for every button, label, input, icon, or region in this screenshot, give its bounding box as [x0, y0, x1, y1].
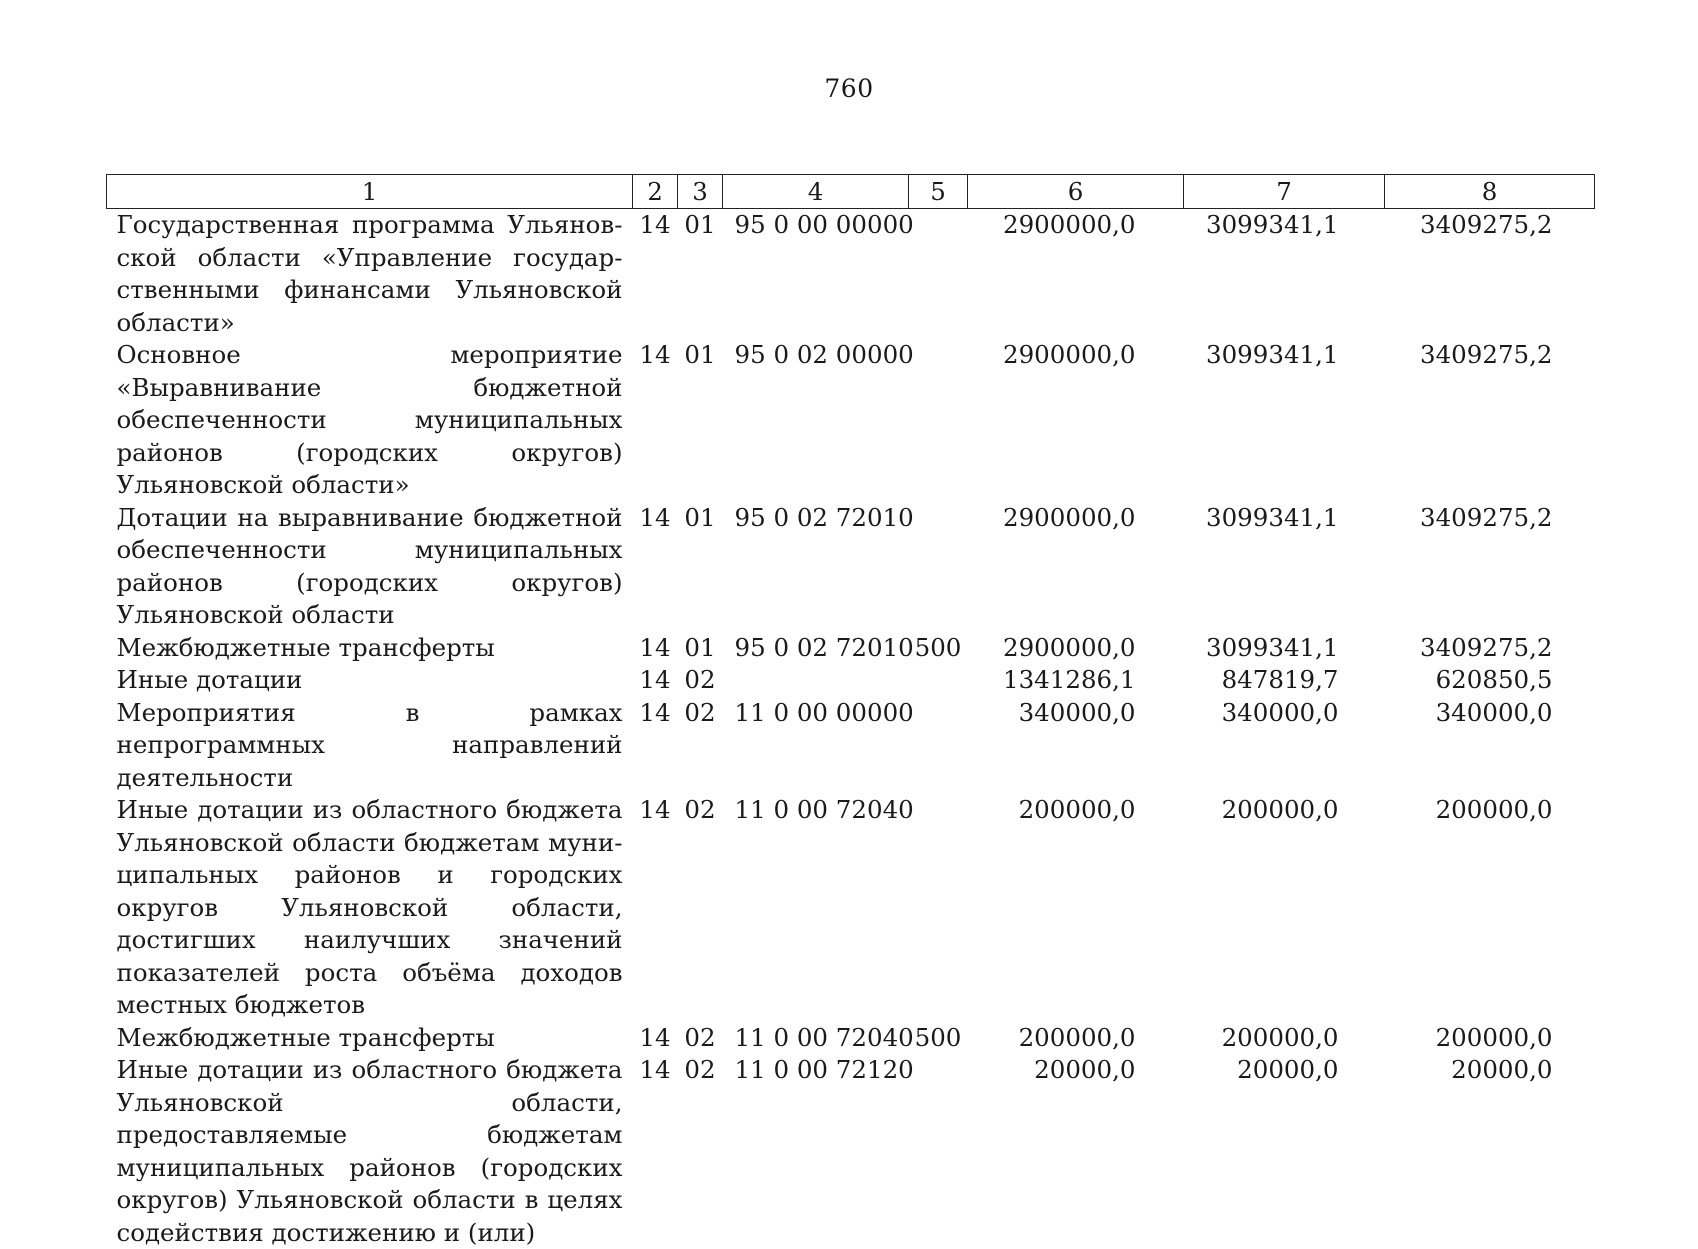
row-subsection-cell: 02	[678, 1054, 723, 1249]
row-value-col6-cell: 20000,0	[968, 1054, 1184, 1249]
row-subsection-cell: 01	[678, 339, 723, 502]
row-value-col7-cell: 3099341,1	[1184, 502, 1385, 632]
table-row	[107, 209, 1595, 340]
header-cell: 4	[723, 175, 909, 209]
row-expense-type-cell	[909, 209, 968, 340]
row-value-col8-cell: 620850,5	[1385, 664, 1595, 697]
row-target-code-cell: 95 0 02 00000	[723, 339, 909, 502]
header-cell: 3	[678, 175, 723, 209]
row-section-cell: 14	[633, 209, 678, 340]
budget-table-container	[106, 174, 1594, 1249]
row-subsection-cell: 02	[678, 794, 723, 1022]
row-section-cell: 14	[633, 1054, 678, 1249]
row-expense-type-cell	[909, 502, 968, 632]
row-value-col7-cell: 200000,0	[1184, 1022, 1385, 1055]
header-cell: 8	[1385, 175, 1595, 209]
row-subsection-cell: 02	[678, 664, 723, 697]
row-section-cell: 14	[633, 697, 678, 795]
row-name-cell: Межбюджетные трансферты	[107, 632, 633, 665]
page-number: 760	[0, 74, 1698, 103]
row-value-col7-cell: 340000,0	[1184, 697, 1385, 795]
row-name-cell: Дотации на выравнивание бюджетной обеспеченности муниципальных районов (городских округов) Ульяновской области	[107, 502, 633, 632]
table-row	[107, 664, 1595, 697]
header-cell: 6	[968, 175, 1184, 209]
row-name-cell: Государственная программа Ульяновской области «Управление государственными финансами Ульяновской области»	[107, 209, 633, 340]
table-row	[107, 502, 1595, 632]
row-expense-type-cell	[909, 794, 968, 1022]
row-value-col8-cell: 200000,0	[1385, 794, 1595, 1022]
row-section-cell: 14	[633, 794, 678, 1022]
header-cell: 7	[1184, 175, 1385, 209]
row-value-col8-cell: 3409275,2	[1385, 209, 1595, 340]
row-value-col6-cell: 200000,0	[968, 1022, 1184, 1055]
row-name-cell: Иные дотации из областного бюджета Ульяновской области, предоставляемые бюджетам муниципальных районов (городских округов) Ульяновской области в целях содействия достижению и (или)	[107, 1054, 633, 1249]
row-expense-type-cell: 500	[909, 632, 968, 665]
row-value-col6-cell: 2900000,0	[968, 632, 1184, 665]
row-subsection-cell: 02	[678, 697, 723, 795]
row-expense-type-cell	[909, 664, 968, 697]
row-target-code-cell: 11 0 00 72120	[723, 1054, 909, 1249]
row-value-col7-cell: 3099341,1	[1184, 209, 1385, 340]
row-name-cell: Иные дотации	[107, 664, 633, 697]
row-target-code-cell: 11 0 00 72040	[723, 794, 909, 1022]
row-target-code-cell: 11 0 00 72040	[723, 1022, 909, 1055]
row-value-col7-cell: 20000,0	[1184, 1054, 1385, 1249]
row-value-col8-cell: 3409275,2	[1385, 339, 1595, 502]
row-subsection-cell: 01	[678, 209, 723, 340]
row-target-code-cell: 11 0 00 00000	[723, 697, 909, 795]
row-value-col7-cell: 3099341,1	[1184, 632, 1385, 665]
table-row	[107, 794, 1595, 1022]
row-name-cell: Межбюджетные трансферты	[107, 1022, 633, 1055]
row-value-col7-cell: 200000,0	[1184, 794, 1385, 1022]
row-subsection-cell: 01	[678, 632, 723, 665]
row-target-code-cell: 95 0 02 72010	[723, 632, 909, 665]
row-expense-type-cell	[909, 1054, 968, 1249]
row-value-col8-cell: 3409275,2	[1385, 632, 1595, 665]
row-section-cell: 14	[633, 1022, 678, 1055]
table-body	[107, 209, 1595, 1249]
row-name-cell: Мероприятия в рамках непрограммных направлений деятельности	[107, 697, 633, 795]
row-value-col7-cell: 3099341,1	[1184, 339, 1385, 502]
table-row	[107, 1054, 1595, 1249]
header-cell: 5	[909, 175, 968, 209]
row-subsection-cell: 01	[678, 502, 723, 632]
budget-table	[106, 174, 1595, 1249]
table-row	[107, 1022, 1595, 1055]
row-value-col8-cell: 20000,0	[1385, 1054, 1595, 1249]
header-row	[107, 175, 1595, 209]
row-subsection-cell: 02	[678, 1022, 723, 1055]
row-value-col6-cell: 200000,0	[968, 794, 1184, 1022]
row-section-cell: 14	[633, 632, 678, 665]
row-value-col7-cell: 847819,7	[1184, 664, 1385, 697]
row-section-cell: 14	[633, 339, 678, 502]
row-value-col6-cell: 340000,0	[968, 697, 1184, 795]
row-value-col8-cell: 340000,0	[1385, 697, 1595, 795]
row-value-col8-cell: 3409275,2	[1385, 502, 1595, 632]
row-value-col6-cell: 2900000,0	[968, 209, 1184, 340]
table-row	[107, 697, 1595, 795]
row-value-col6-cell: 2900000,0	[968, 502, 1184, 632]
row-expense-type-cell	[909, 697, 968, 795]
row-name-cell: Основное мероприятие «Выравнивание бюджетной обеспеченности муниципальных районов (городских округов) Ульяновской области»	[107, 339, 633, 502]
row-value-col8-cell: 200000,0	[1385, 1022, 1595, 1055]
row-value-col6-cell: 2900000,0	[968, 339, 1184, 502]
row-target-code-cell	[723, 664, 909, 697]
row-section-cell: 14	[633, 502, 678, 632]
table-row	[107, 632, 1595, 665]
row-expense-type-cell: 500	[909, 1022, 968, 1055]
row-section-cell: 14	[633, 664, 678, 697]
table-row	[107, 339, 1595, 502]
row-value-col6-cell: 1341286,1	[968, 664, 1184, 697]
header-cell: 1	[107, 175, 633, 209]
row-expense-type-cell	[909, 339, 968, 502]
header-cell: 2	[633, 175, 678, 209]
row-name-cell: Иные дотации из областного бюджета Ульяновской области бюджетам муниципальных районов и городских округов Ульяновской области, достигших наилучших значений показателей роста объёма доходов местных бюджетов	[107, 794, 633, 1022]
row-target-code-cell: 95 0 02 72010	[723, 502, 909, 632]
row-target-code-cell: 95 0 00 00000	[723, 209, 909, 340]
